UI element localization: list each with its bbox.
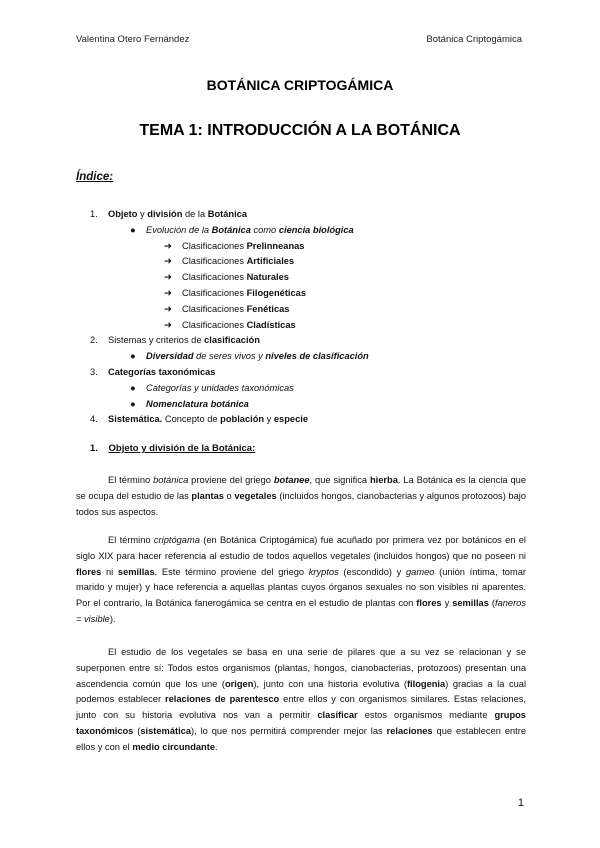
arrow-icon: ➔ bbox=[164, 240, 172, 251]
toc-subsubitem: ➔ Clasificaciones Cladísticas bbox=[76, 318, 526, 334]
paragraph-3: El estudio de los vegetales se basa en una serie de pilares que a su vez se relacionan y se superponen entre sí: Todos estos organismos (plantas, hongos, cianobacterias, protozoos) presentan una ascendencia común que los une (origen), junto con una historia evolutiva (filogenia) gracias a la cual podemos establecer relaciones de parentesco entre ellos y con organismos similares. Estas relaciones, junto con su historia evolutiva nos van a permitir clasificar estos organismos mediante grupos taxonómicos (sistemática), lo que nos permitirá comprender mejor las relaciones que establecen entre ellos y con el medio circundante. bbox=[76, 647, 527, 752]
toc-subitem: ● Evolución de la Botánica como ciencia biológica bbox=[76, 223, 526, 239]
paragraph-1: El término botánica proviene del griego botanee, que significa hierba. La Botánica es la ciencia que se ocupa del estudio de las plantas o vegetales (incluidos hongos, cianobacterias y algunos protozoos) bajo todos sus aspectos. bbox=[76, 475, 527, 517]
toc-item-4: 4. Sistemática. Concepto de población y especie bbox=[90, 414, 309, 425]
table-of-contents bbox=[76, 207, 526, 428]
arrow-icon: ➔ bbox=[164, 287, 172, 298]
header-author: Valentina Otero Fernández bbox=[76, 34, 190, 45]
arrow-icon: ➔ bbox=[164, 256, 172, 267]
header-subject: Botánica Criptogámica bbox=[426, 34, 522, 45]
toc-subsubitem: ➔ Clasificaciones Fenéticas bbox=[76, 302, 526, 318]
arrow-icon: ➔ bbox=[164, 303, 172, 314]
index-heading: Índice: bbox=[76, 171, 114, 183]
arrow-icon: ➔ bbox=[164, 272, 172, 283]
bullet-icon: ● bbox=[130, 398, 136, 409]
toc-item-3: 3. Categorías taxonómicas bbox=[90, 366, 216, 377]
toc-subitem: ● Categorías y unidades taxonómicas bbox=[76, 381, 526, 397]
document-title: BOTÁNICA CRIPTOGÁMICA bbox=[206, 77, 394, 93]
section-heading: 1. Objeto y división de la Botánica: bbox=[90, 443, 256, 454]
document-subtitle: TEMA 1: INTRODUCCIÓN A LA BOTÁNICA bbox=[139, 122, 461, 139]
toc-item-2: 2. Sistemas y criterios de clasificación bbox=[90, 335, 260, 346]
toc-item-1: 1. Objeto y división de la Botánica bbox=[90, 209, 248, 219]
toc-subsubitem: ➔ Clasificaciones Filogenéticas bbox=[76, 286, 526, 302]
page-number: 1 bbox=[517, 797, 524, 809]
paragraph-2: El término criptógama (en Botánica Criptogámica) fue acuñado por primera vez por botánicos en el siglo XIX para hacer referencia al estudio de todos aquellos vegetales (incluidos hongos) que no poseen ni flores ni semillas. Este término proviene del griego kryptos (escondido) y gameo (unión íntima, tomar marido y mujer) y hace referencia a aquellas plantas cuyos órganos sexuales no son visibles ni aparentes. Por el contrario, la Botánica fanerogámica se centra en el estudio de plantas con flores y semillas (faneros = visible). bbox=[76, 535, 526, 624]
toc-subsubitem: ➔ Clasificaciones Prelinneanas bbox=[76, 239, 526, 255]
toc-subitem: ● Diversidad de seres vivos y niveles de clasificación bbox=[76, 349, 526, 365]
toc-subsubitem: ➔ Clasificaciones Naturales bbox=[76, 270, 526, 286]
toc-subitem: ● Nomenclatura botánica bbox=[76, 397, 526, 413]
bullet-icon: ● bbox=[130, 224, 136, 235]
arrow-icon: ➔ bbox=[164, 319, 172, 330]
bullet-icon: ● bbox=[130, 351, 136, 362]
toc-subsubitem: ➔ Clasificaciones Artificiales bbox=[76, 254, 526, 270]
bullet-icon: ● bbox=[130, 382, 136, 393]
